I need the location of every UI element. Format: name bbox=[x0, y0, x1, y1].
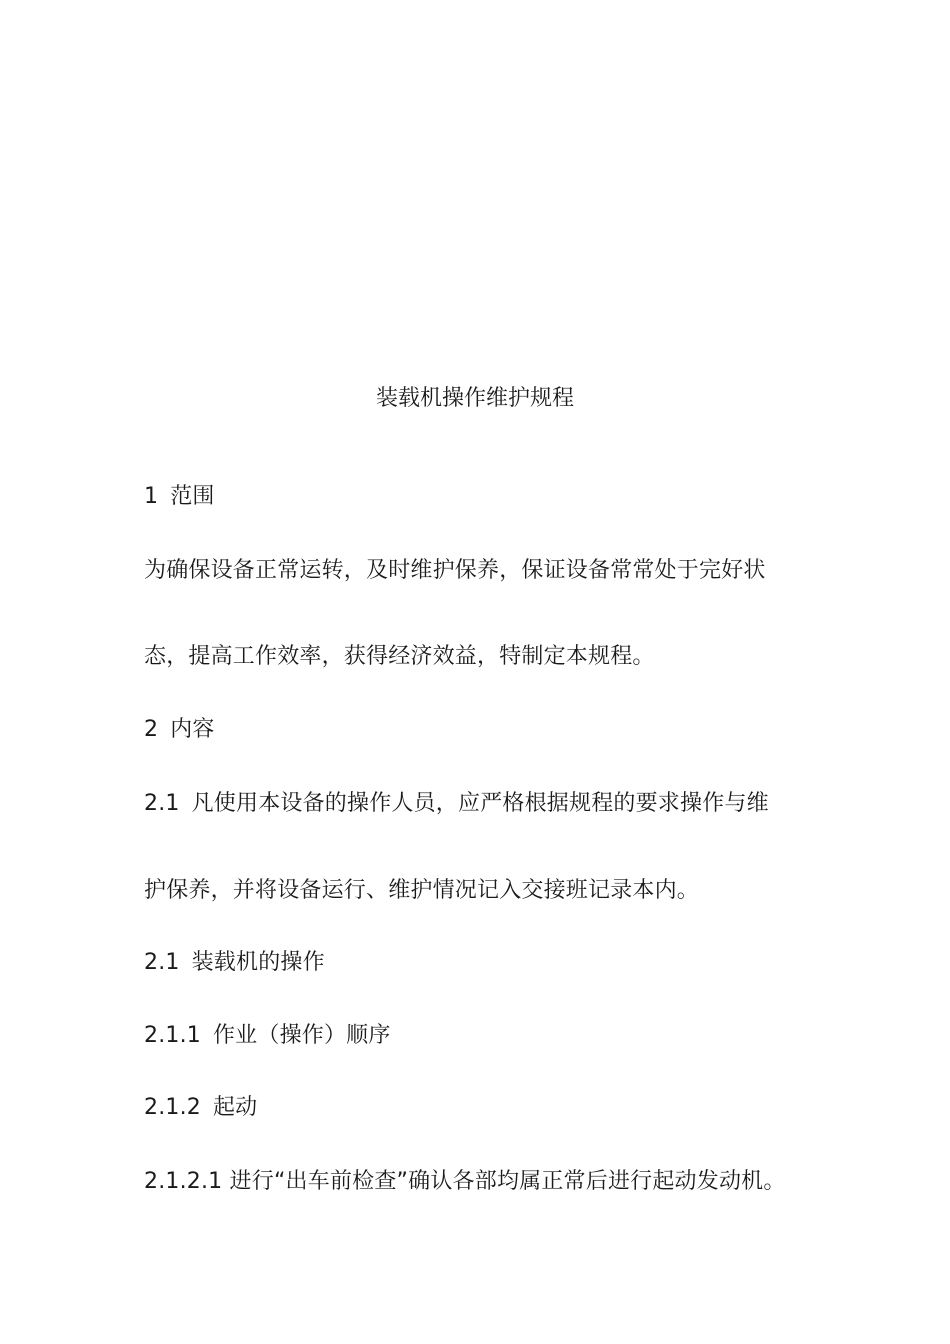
section-2-1-1-heading bbox=[144, 1021, 391, 1051]
section-2-1-heading bbox=[144, 948, 325, 978]
section-1-paragraph-line-1: 为确保设备正常运转，及时维护保养，保证设备常常处于完好状 bbox=[144, 558, 766, 583]
section-2-number: 2 bbox=[144, 717, 159, 742]
section-2-title: 内容 bbox=[170, 717, 215, 742]
section-2-heading bbox=[144, 715, 215, 745]
section-2-1-number: 2.1 bbox=[144, 791, 180, 816]
section-2-1-2-1-text: 2.1.2.1 进行“出车前检查”确认各部均属正常后进行起动发动机。 bbox=[144, 1169, 786, 1194]
section-2-1-2-heading bbox=[144, 1093, 257, 1123]
section-1-title: 范围 bbox=[170, 484, 215, 509]
section-1-heading bbox=[144, 482, 215, 512]
section-1-number: 1 bbox=[144, 484, 159, 509]
section-2-1-heading-number: 2.1 bbox=[144, 950, 180, 975]
section-2-1-paragraph-line-2: 护保养，并将设备运行、维护情况记入交接班记录本内。 bbox=[144, 878, 700, 903]
section-2-1-1-number: 2.1.1 bbox=[144, 1023, 201, 1048]
document-title: 装载机操作维护规程 bbox=[375, 386, 574, 411]
section-2-1-paragraph-line-1 bbox=[144, 789, 769, 819]
section-2-1-text: 凡使用本设备的操作人员，应严格根据规程的要求操作与维 bbox=[191, 791, 769, 816]
section-2-1-2-title: 起动 bbox=[212, 1095, 258, 1120]
section-2-1-heading-title: 装载机的操作 bbox=[191, 950, 325, 975]
section-2-1-2-number: 2.1.2 bbox=[144, 1095, 201, 1120]
section-1-paragraph-line-2: 态，提高工作效率，获得经济效益，特制定本规程。 bbox=[144, 644, 655, 669]
section-2-1-1-title: 作业（操作）顺序 bbox=[212, 1023, 391, 1048]
